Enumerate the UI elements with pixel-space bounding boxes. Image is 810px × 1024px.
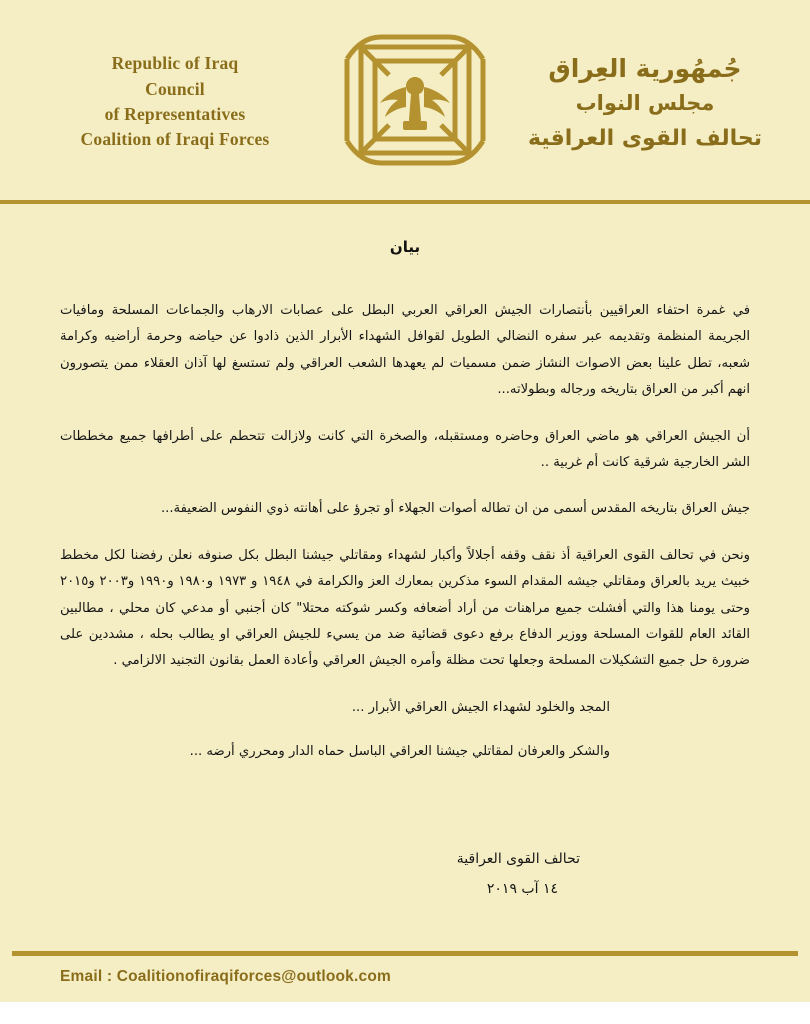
letterhead-english-line-4: Coalition of Iraqi Forces bbox=[80, 129, 270, 150]
letterhead-english-line-2: Council bbox=[145, 78, 205, 99]
letterhead-arabic-line-3: تحالف القوى العراقية bbox=[528, 125, 762, 151]
letterhead-english-line-3: of Representatives bbox=[104, 104, 246, 124]
closing-line-1: المجد والخلود لشهداء الجيش العراقي الأبرار ... bbox=[351, 699, 610, 715]
letterhead-english-block bbox=[40, 51, 310, 153]
footer-bar bbox=[0, 956, 810, 1002]
paragraph-4: ونحن في تحالف القوى العراقية أذ نقف وقفه أجلالاً وأكبار لشهداء ومقاتلي جيشنا البطل بكل صنوفه نعلن رفضنا لكل مخطط خبيث يريد بالعراق ومقاتلي جيشه المقدام السوء مذكرين بمعارك العز والكرامة في ١٩٤٨ و ١٩٧٣ و١٩٨٠ و١٩٩٠ و٢٠٠٣ و٢٠١٥ وحتى يومنا هذا والتي أفشلت جميع مراهنات من أراد أضعافه وكسر شوكته محتلا" كان أجنبي أو مدعي كان محلي ، مطالبين القائد العام للقوات المسلحة ووزير الدفاع برفع دعوى قضائية ضد من يسيء للجيش العراقي او يطالب بحله ، مشددين على ضرورة حل جميع التشكيلات المسلحة وجعلها تحت مظلة وأمره الجيش العراقي وأعادة العمل بقانون التجنيد الالزامي . bbox=[60, 547, 751, 669]
signature-name: تحالف القوى العراقية bbox=[456, 850, 580, 867]
document-body bbox=[0, 204, 810, 905]
paragraph-1: في غمرة احتفاء العراقيين بأنتصارات الجيش العراقي العربي البطل على عصابات الارهاب والجماعات المسلحة ومافيات الجريمة المنظمة وتقديمه عبر سفره النضالي الطويل لقوافل الشهداء الأبرار الذين ذادوا عن حياضه وحرمة أراضيه وكرامة شعبه، تطل علينا بعض الاصوات النشاز ضمن مسميات لم يعهدها الشعب العراقي ولم تستسغ لها آذان العقلاء ممن يتصورون انهم أكبر من العراق بتاريخه ورجاله وبطولاته... bbox=[60, 303, 750, 398]
document-title: بيان bbox=[389, 238, 421, 256]
closing-line-2: والشكر والعرفان لمقاتلي جيشنا العراقي الباسل حماه الدار ومحرري أرضه ... bbox=[189, 744, 610, 760]
letterhead-arabic-line-1: جُمهُورية العِراق bbox=[548, 53, 742, 83]
letterhead bbox=[0, 0, 810, 200]
signature-date: ١٤ آب ٢٠١٩ bbox=[486, 881, 558, 898]
signature-block bbox=[60, 844, 750, 906]
letterhead-arabic-block bbox=[520, 50, 770, 156]
emblem-container bbox=[320, 25, 510, 175]
letterhead-english-line-1: Republic of Iraq bbox=[111, 53, 239, 74]
iraq-state-emblem-icon bbox=[331, 25, 499, 175]
paragraph-3: جيش العراق بتاريخه المقدس أسمى من ان تطاله أصوات الجهلاء أو تجرؤ على أهانته ذوي النفوس الضعيفة... bbox=[160, 501, 750, 517]
paragraph-2: أن الجيش العراقي هو ماضي العراق وحاضره ومستقبله، والصخرة التي كانت ولازالت تتحطم على أطرافها جميع مخططات الشر الخارجية شرقية كانت أم غربية .. bbox=[60, 428, 750, 471]
footer-white-strip bbox=[0, 1002, 810, 1024]
letterhead-arabic-line-2: مجلس النواب bbox=[575, 91, 715, 116]
footer-email[interactable]: Email : Coalitionofiraqiforces@outlook.com bbox=[60, 968, 391, 985]
document-footer bbox=[0, 951, 810, 1024]
